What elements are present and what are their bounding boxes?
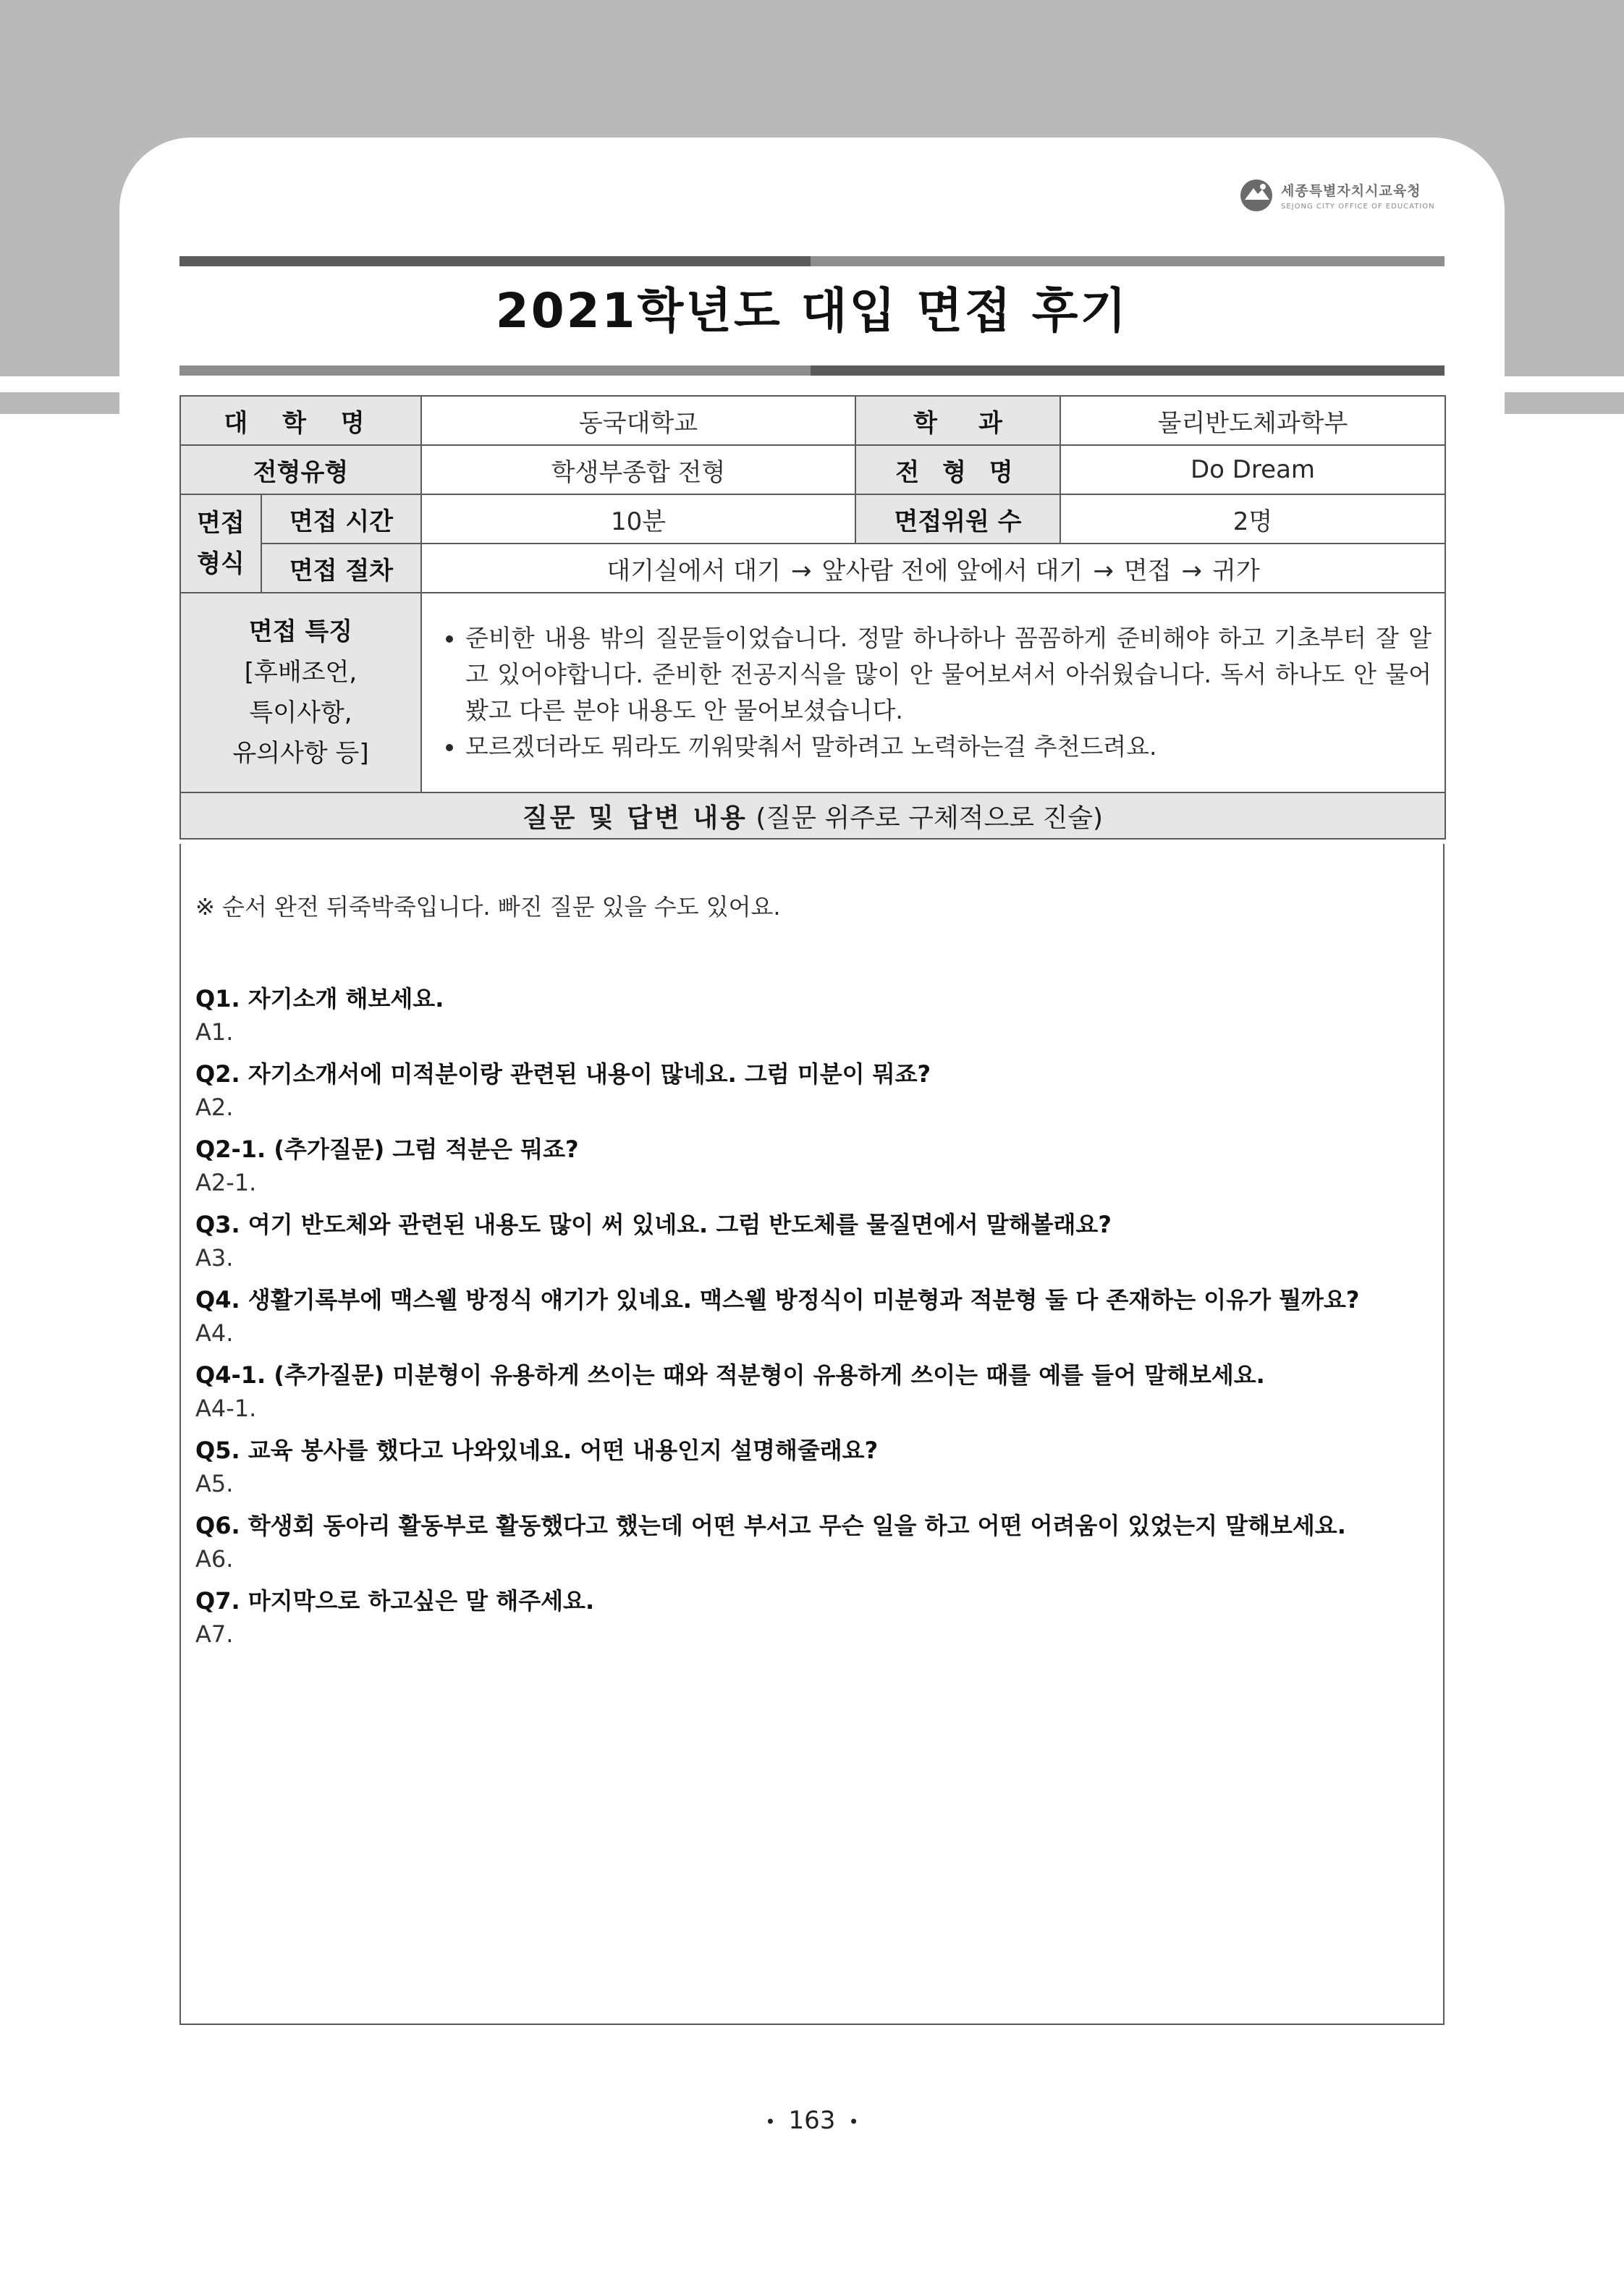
feature-item: • 모르겠더라도 뭐라도 끼워맞춰서 말하려고 노력하는걸 추천드려요. <box>465 729 1431 765</box>
department-value: 물리반도체과학부 <box>1060 396 1445 445</box>
logo-korean-text: 세종특별자치시교육청 <box>1281 183 1421 199</box>
question: Q4. 생활기록부에 맥스웰 방정식 얘기가 있네요. 맥스웰 방정식이 미분형과 적분형 둘 다 존재하는 이유가 뭘까요? <box>195 1286 1360 1314</box>
right-band <box>1505 392 1624 414</box>
question: Q3. 여기 반도체와 관련된 내용도 많이 써 있네요. 그럼 반도체를 물질면에서 말해볼래요? <box>195 1211 1112 1238</box>
interview-procedure-label: 면접 절차 <box>261 544 421 593</box>
interviewers-value: 2명 <box>1060 494 1445 544</box>
procedure-step: 면접 <box>1123 556 1172 585</box>
procedure-step: 귀가 <box>1212 556 1260 585</box>
page-title: 2021학년도 대입 면접 후기 <box>495 283 1129 339</box>
title-rule-bottom <box>179 365 1445 376</box>
question: Q5. 교육 봉사를 했다고 나와있네요. 어떤 내용인지 설명해줄래요? <box>195 1437 879 1464</box>
emblem-icon <box>1239 178 1274 213</box>
question: Q4-1. (추가질문) 미분형이 유용하게 쓰이는 때와 적분형이 유용하게 쓰이는 때를 예를 들어 말해보세요. <box>195 1361 1265 1389</box>
qa-section-header: 질문 및 답변 내용 (질문 위주로 구체적으로 진술) <box>180 792 1445 839</box>
title-rule-top <box>179 256 1445 266</box>
answer: A2. <box>195 1094 234 1121</box>
question: Q1. 자기소개 해보세요. <box>195 985 444 1012</box>
procedure-step: 대기실에서 대기 <box>606 556 781 585</box>
admission-type-label: 전형유형 <box>180 445 421 494</box>
answer: A2-1. <box>195 1169 257 1196</box>
university-label: 대 학 명 <box>180 396 421 445</box>
answer: A6. <box>195 1545 234 1573</box>
admission-name-value: Do Dream <box>1060 445 1445 494</box>
arrow-right-icon: → <box>1093 556 1114 585</box>
qa-content-box <box>179 844 1445 2025</box>
interview-format-label: 면접 형식 <box>180 494 261 593</box>
answer: A1. <box>195 1018 234 1046</box>
page-number: • 163 • <box>765 2106 859 2135</box>
department-label: 학 과 <box>855 396 1060 445</box>
question: Q2-1. (추가질문) 그럼 적분은 뭐죠? <box>195 1136 579 1163</box>
answer: A4. <box>195 1319 234 1347</box>
university-value: 동국대학교 <box>421 396 855 445</box>
interviewers-label: 면접위원 수 <box>855 494 1060 544</box>
answer: A3. <box>195 1244 234 1272</box>
answer: A4-1. <box>195 1395 257 1422</box>
interview-procedure-value <box>421 544 1445 593</box>
qa-note: ※ 순서 완전 뒤죽박죽입니다. 빠진 질문 있을 수도 있어요. <box>195 893 781 921</box>
interview-info-table <box>179 395 1446 840</box>
admission-type-value: 학생부종합 전형 <box>421 445 855 494</box>
interview-time-value: 10분 <box>421 494 855 544</box>
question: Q7. 마지막으로 하고싶은 말 해주세요. <box>195 1587 595 1615</box>
admission-name-label: 전 형 명 <box>855 445 1060 494</box>
procedure-step: 앞사람 전에 앞에서 대기 <box>821 556 1083 585</box>
answer: A5. <box>195 1470 234 1497</box>
features-content <box>421 593 1445 792</box>
arrow-right-icon: → <box>1181 556 1203 585</box>
logo-english-text: SEJONG CITY OFFICE OF EDUCATION <box>1281 203 1435 211</box>
features-label: 면접 특징 [후배조언, 특이사항, 유의사항 등] <box>180 593 421 792</box>
feature-item: • 준비한 내용 밖의 질문들이었습니다. 정말 하나하나 꼼꼼하게 준비해야 하고 기초부터 잘 알고 있어야합니다. 준비한 전공지식을 많이 안 물어보셔서 아쉬웠습니다. 독서 하나도 안 물어봤고 다른 분야 내용도 안 물어보셨습니다. <box>465 620 1431 729</box>
bullet-dot: • <box>765 2111 776 2132</box>
office-logo <box>1239 178 1435 213</box>
answer: A7. <box>195 1620 234 1648</box>
arrow-right-icon: → <box>790 556 812 585</box>
question: Q6. 학생회 동아리 활동부로 활동했다고 했는데 어떤 부서고 무슨 일을 하고 어떤 어려움이 있었는지 말해보세요. <box>195 1512 1346 1539</box>
bullet-dot: • <box>848 2111 859 2132</box>
left-band <box>0 392 119 414</box>
interview-time-label: 면접 시간 <box>261 494 421 544</box>
question: Q2. 자기소개서에 미적분이랑 관련된 내용이 많네요. 그럼 미분이 뭐죠? <box>195 1060 931 1088</box>
